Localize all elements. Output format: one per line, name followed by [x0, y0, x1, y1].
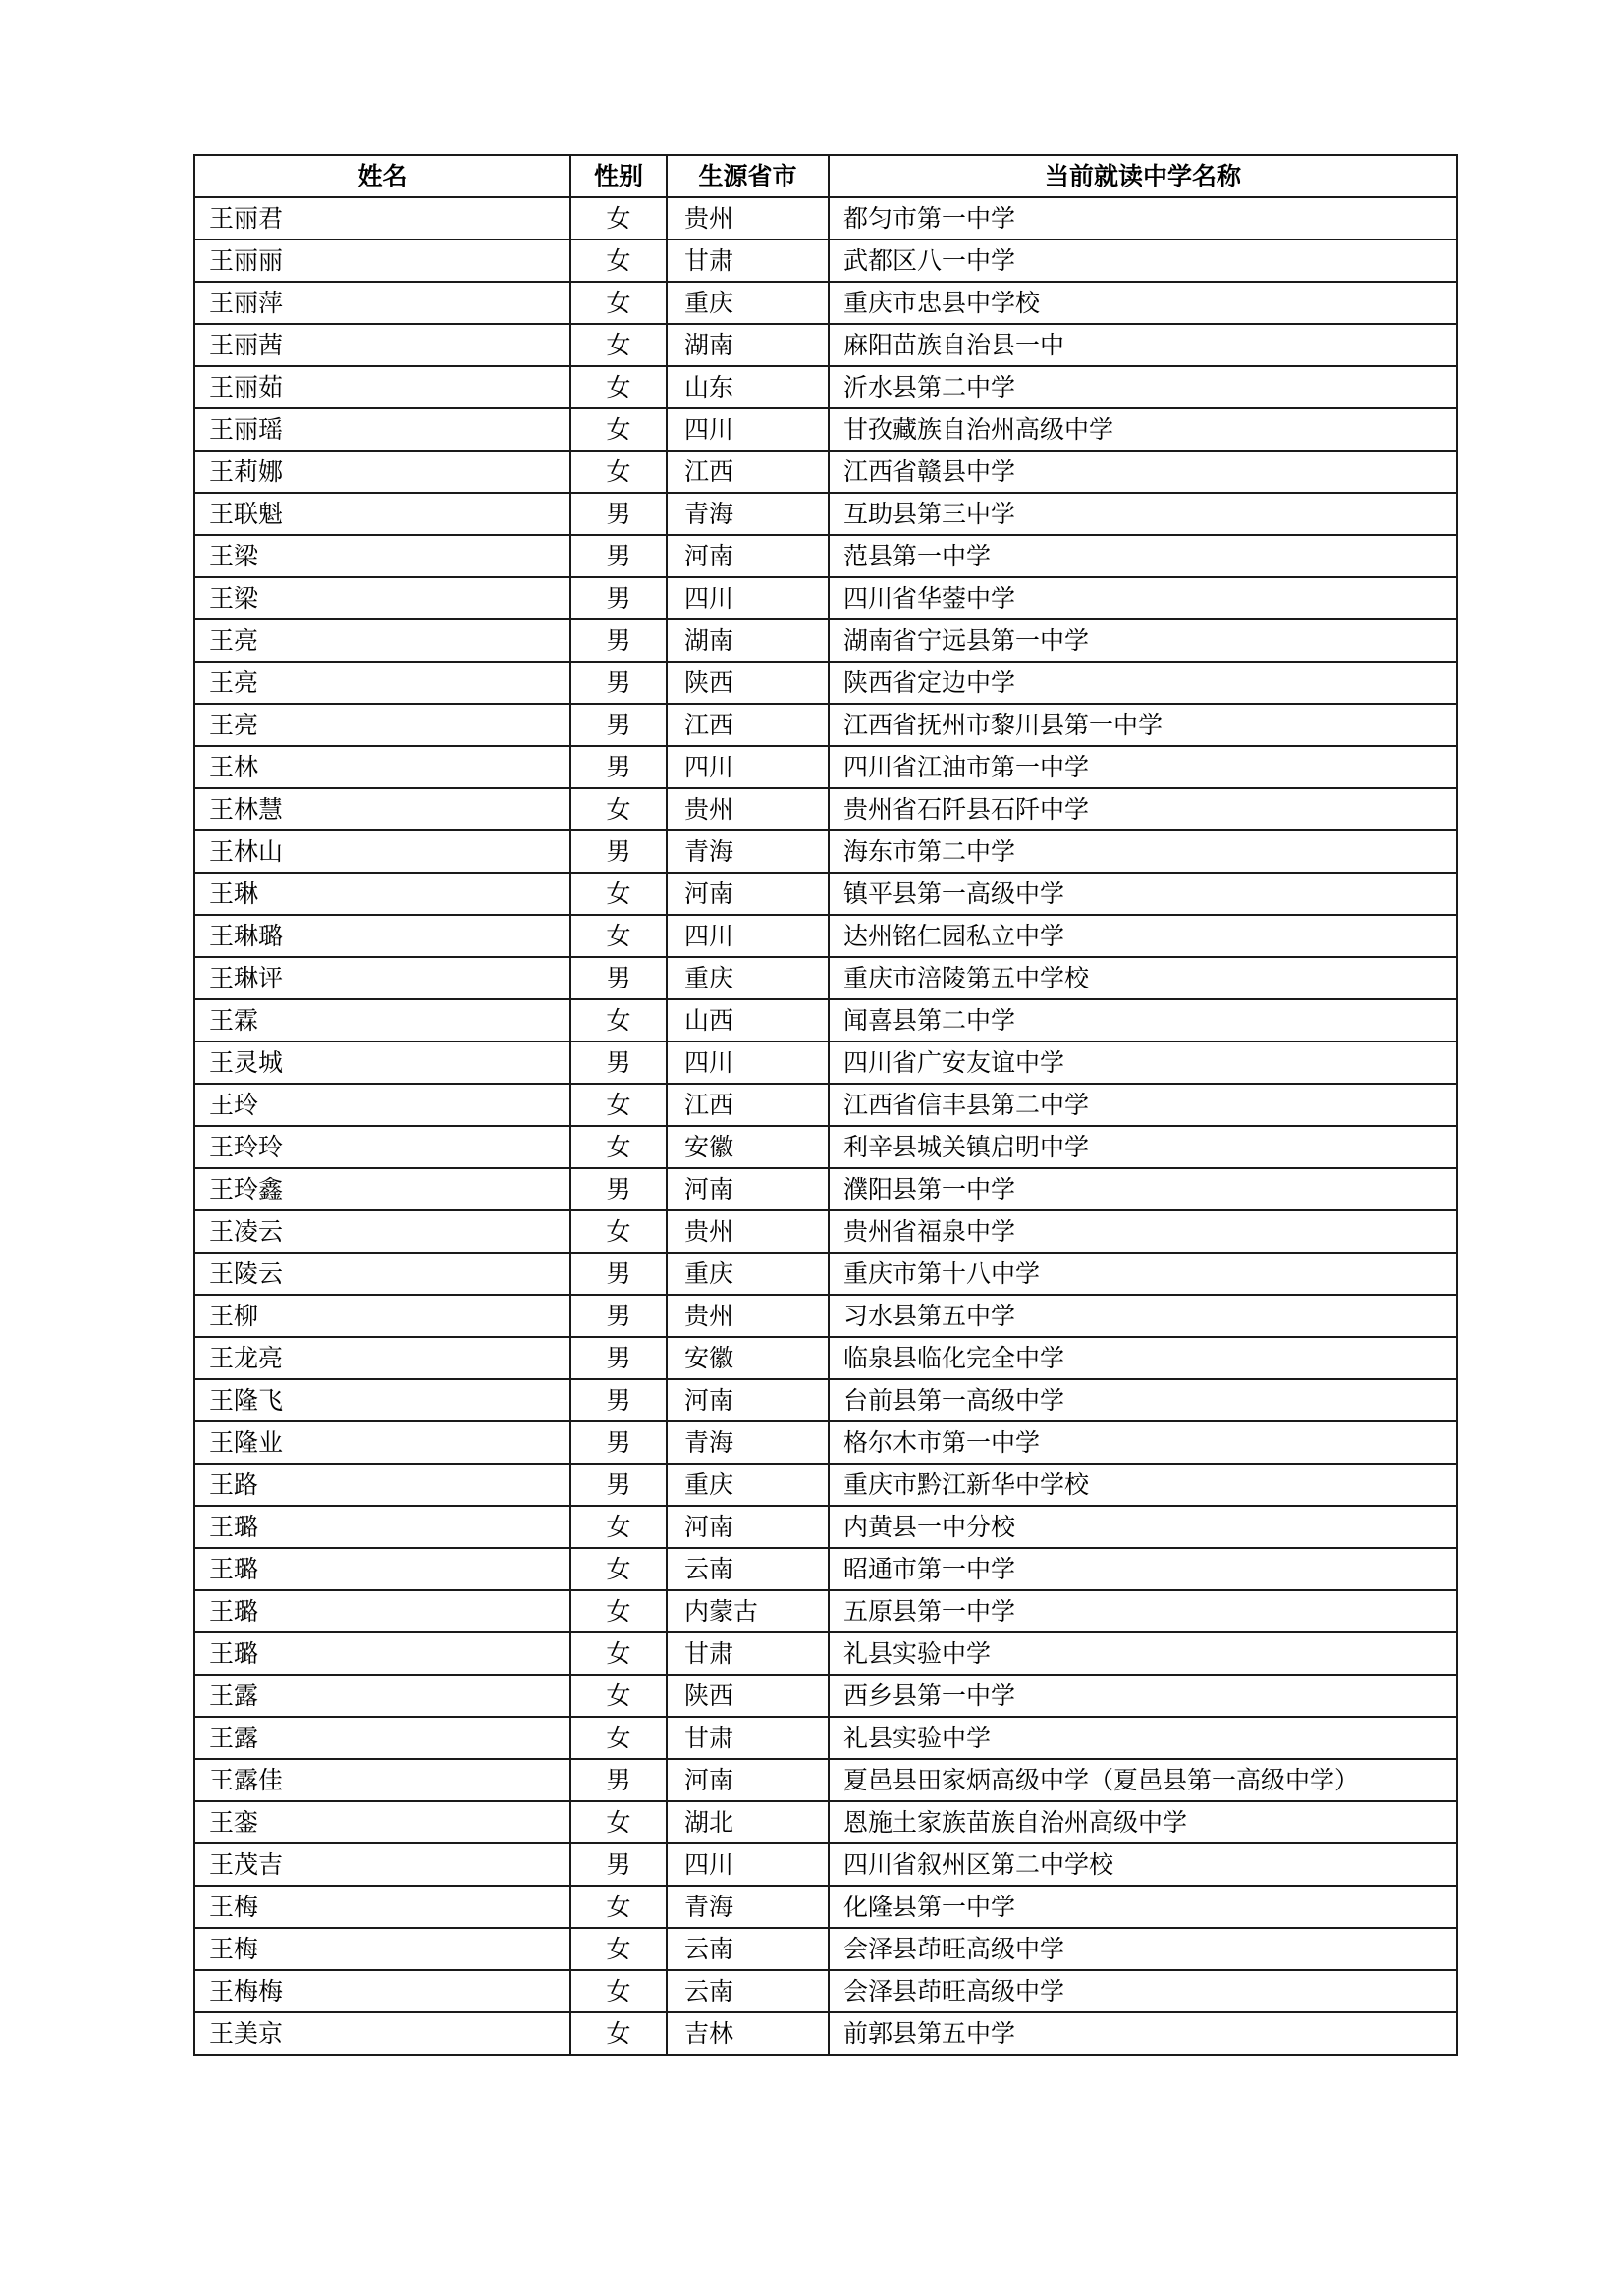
cell-province: 四川	[667, 1041, 829, 1084]
cell-gender: 男	[570, 830, 667, 873]
table-row	[194, 662, 1457, 704]
table-row	[194, 1210, 1457, 1253]
cell-school: 江西省赣县中学	[829, 451, 1457, 493]
cell-gender: 女	[570, 408, 667, 451]
table-body	[194, 197, 1457, 2055]
cell-province: 湖南	[667, 619, 829, 662]
cell-name: 王柳	[194, 1295, 570, 1337]
cell-name: 王丽茹	[194, 366, 570, 408]
cell-school: 利辛县城关镇启明中学	[829, 1126, 1457, 1168]
cell-name: 王霖	[194, 999, 570, 1041]
cell-school: 格尔木市第一中学	[829, 1421, 1457, 1464]
cell-gender: 男	[570, 1843, 667, 1886]
cell-name: 王路	[194, 1464, 570, 1506]
cell-gender: 男	[570, 493, 667, 535]
cell-name: 王灵城	[194, 1041, 570, 1084]
cell-province: 重庆	[667, 1253, 829, 1295]
cell-gender: 男	[570, 1337, 667, 1379]
cell-gender: 女	[570, 240, 667, 282]
table-row	[194, 1548, 1457, 1590]
cell-school: 化隆县第一中学	[829, 1886, 1457, 1928]
table-row	[194, 1928, 1457, 1970]
cell-school: 内黄县一中分校	[829, 1506, 1457, 1548]
table-row	[194, 830, 1457, 873]
cell-province: 吉林	[667, 2012, 829, 2055]
cell-name: 王琳评	[194, 957, 570, 999]
cell-gender: 男	[570, 662, 667, 704]
cell-province: 云南	[667, 1548, 829, 1590]
cell-name: 王联魁	[194, 493, 570, 535]
cell-province: 云南	[667, 1928, 829, 1970]
table-row	[194, 704, 1457, 746]
header-gender: 性别	[570, 155, 667, 197]
cell-province: 江西	[667, 451, 829, 493]
cell-school: 会泽县茚旺高级中学	[829, 1970, 1457, 2012]
cell-name: 王丽丽	[194, 240, 570, 282]
cell-name: 王丽君	[194, 197, 570, 240]
table-row	[194, 408, 1457, 451]
table-row	[194, 535, 1457, 577]
table-row	[194, 873, 1457, 915]
cell-province: 四川	[667, 408, 829, 451]
table-row	[194, 1253, 1457, 1295]
cell-gender: 男	[570, 1464, 667, 1506]
cell-province: 青海	[667, 1886, 829, 1928]
cell-school: 前郭县第五中学	[829, 2012, 1457, 2055]
cell-school: 达州铭仁园私立中学	[829, 915, 1457, 957]
cell-province: 陕西	[667, 662, 829, 704]
cell-province: 贵州	[667, 197, 829, 240]
cell-province: 湖北	[667, 1801, 829, 1843]
cell-gender: 女	[570, 1084, 667, 1126]
table-row	[194, 1886, 1457, 1928]
cell-school: 海东市第二中学	[829, 830, 1457, 873]
cell-name: 王露	[194, 1675, 570, 1717]
cell-school: 武都区八一中学	[829, 240, 1457, 282]
cell-gender: 女	[570, 2012, 667, 2055]
cell-province: 云南	[667, 1970, 829, 2012]
cell-gender: 女	[570, 1210, 667, 1253]
cell-school: 四川省叙州区第二中学校	[829, 1843, 1457, 1886]
cell-gender: 女	[570, 1928, 667, 1970]
cell-name: 王丽萍	[194, 282, 570, 324]
cell-province: 安徽	[667, 1337, 829, 1379]
cell-province: 贵州	[667, 1210, 829, 1253]
table-row	[194, 1421, 1457, 1464]
table-row	[194, 1801, 1457, 1843]
header-school: 当前就读中学名称	[829, 155, 1457, 197]
cell-gender: 女	[570, 915, 667, 957]
cell-province: 河南	[667, 535, 829, 577]
cell-province: 河南	[667, 1168, 829, 1210]
cell-name: 王隆业	[194, 1421, 570, 1464]
cell-province: 重庆	[667, 1464, 829, 1506]
cell-province: 重庆	[667, 957, 829, 999]
cell-school: 沂水县第二中学	[829, 366, 1457, 408]
cell-gender: 女	[570, 1506, 667, 1548]
cell-school: 台前县第一高级中学	[829, 1379, 1457, 1421]
header-name: 姓名	[194, 155, 570, 197]
cell-province: 重庆	[667, 282, 829, 324]
cell-school: 镇平县第一高级中学	[829, 873, 1457, 915]
cell-name: 王露	[194, 1717, 570, 1759]
cell-school: 陕西省定边中学	[829, 662, 1457, 704]
table-row	[194, 957, 1457, 999]
cell-name: 王璐	[194, 1506, 570, 1548]
cell-gender: 女	[570, 1675, 667, 1717]
cell-name: 王丽茜	[194, 324, 570, 366]
cell-gender: 女	[570, 451, 667, 493]
cell-province: 甘肃	[667, 1717, 829, 1759]
table-row	[194, 1041, 1457, 1084]
cell-school: 恩施土家族苗族自治州高级中学	[829, 1801, 1457, 1843]
table-row	[194, 1717, 1457, 1759]
cell-school: 贵州省石阡县石阡中学	[829, 788, 1457, 830]
cell-province: 山东	[667, 366, 829, 408]
cell-school: 昭通市第一中学	[829, 1548, 1457, 1590]
cell-school: 麻阳苗族自治县一中	[829, 324, 1457, 366]
cell-gender: 男	[570, 957, 667, 999]
table-row	[194, 282, 1457, 324]
cell-province: 青海	[667, 1421, 829, 1464]
cell-gender: 女	[570, 1632, 667, 1675]
cell-school: 重庆市第十八中学	[829, 1253, 1457, 1295]
table-row	[194, 915, 1457, 957]
cell-school: 会泽县茚旺高级中学	[829, 1928, 1457, 1970]
table-header-row	[194, 155, 1457, 197]
cell-gender: 女	[570, 1548, 667, 1590]
cell-name: 王梅	[194, 1928, 570, 1970]
table-row	[194, 1590, 1457, 1632]
cell-province: 河南	[667, 873, 829, 915]
cell-province: 河南	[667, 1379, 829, 1421]
cell-school: 四川省华蓥中学	[829, 577, 1457, 619]
cell-school: 互助县第三中学	[829, 493, 1457, 535]
cell-name: 王林慧	[194, 788, 570, 830]
cell-name: 王梅	[194, 1886, 570, 1928]
cell-name: 王梅梅	[194, 1970, 570, 2012]
cell-gender: 男	[570, 1041, 667, 1084]
table-row	[194, 577, 1457, 619]
cell-name: 王丽瑶	[194, 408, 570, 451]
table-row	[194, 1843, 1457, 1886]
cell-province: 安徽	[667, 1126, 829, 1168]
cell-gender: 男	[570, 535, 667, 577]
cell-gender: 女	[570, 1801, 667, 1843]
cell-gender: 女	[570, 282, 667, 324]
cell-school: 闻喜县第二中学	[829, 999, 1457, 1041]
cell-gender: 女	[570, 999, 667, 1041]
table-row	[194, 1970, 1457, 2012]
cell-school: 礼县实验中学	[829, 1632, 1457, 1675]
cell-gender: 女	[570, 1886, 667, 1928]
cell-name: 王亮	[194, 704, 570, 746]
table-row	[194, 788, 1457, 830]
cell-gender: 女	[570, 1126, 667, 1168]
cell-school: 四川省广安友谊中学	[829, 1041, 1457, 1084]
table-row	[194, 1759, 1457, 1801]
cell-name: 王亮	[194, 662, 570, 704]
cell-school: 习水县第五中学	[829, 1295, 1457, 1337]
cell-school: 西乡县第一中学	[829, 1675, 1457, 1717]
cell-gender: 男	[570, 1421, 667, 1464]
cell-province: 内蒙古	[667, 1590, 829, 1632]
cell-school: 濮阳县第一中学	[829, 1168, 1457, 1210]
cell-gender: 女	[570, 1590, 667, 1632]
table-row	[194, 1675, 1457, 1717]
cell-school: 重庆市忠县中学校	[829, 282, 1457, 324]
cell-school: 临泉县临化完全中学	[829, 1337, 1457, 1379]
cell-province: 江西	[667, 1084, 829, 1126]
cell-gender: 女	[570, 366, 667, 408]
cell-gender: 女	[570, 197, 667, 240]
table-row	[194, 324, 1457, 366]
cell-province: 四川	[667, 577, 829, 619]
table-row	[194, 1295, 1457, 1337]
cell-name: 王梁	[194, 577, 570, 619]
cell-name: 王玲玲	[194, 1126, 570, 1168]
cell-province: 甘肃	[667, 240, 829, 282]
student-roster-table	[193, 154, 1458, 2056]
table-row	[194, 1126, 1457, 1168]
cell-name: 王玲	[194, 1084, 570, 1126]
cell-school: 礼县实验中学	[829, 1717, 1457, 1759]
cell-gender: 女	[570, 1717, 667, 1759]
cell-name: 王林	[194, 746, 570, 788]
cell-school: 范县第一中学	[829, 535, 1457, 577]
cell-gender: 女	[570, 324, 667, 366]
cell-name: 王美京	[194, 2012, 570, 2055]
cell-gender: 男	[570, 1379, 667, 1421]
table-row	[194, 366, 1457, 408]
cell-province: 甘肃	[667, 1632, 829, 1675]
cell-province: 青海	[667, 830, 829, 873]
cell-name: 王林山	[194, 830, 570, 873]
cell-name: 王隆飞	[194, 1379, 570, 1421]
table-row	[194, 451, 1457, 493]
table-row	[194, 2012, 1457, 2055]
cell-name: 王玲鑫	[194, 1168, 570, 1210]
cell-gender: 男	[570, 1168, 667, 1210]
cell-province: 贵州	[667, 1295, 829, 1337]
table-row	[194, 1337, 1457, 1379]
cell-name: 王璐	[194, 1590, 570, 1632]
table-row	[194, 746, 1457, 788]
cell-name: 王銮	[194, 1801, 570, 1843]
cell-gender: 女	[570, 1970, 667, 2012]
cell-name: 王凌云	[194, 1210, 570, 1253]
cell-province: 江西	[667, 704, 829, 746]
cell-province: 贵州	[667, 788, 829, 830]
cell-name: 王梁	[194, 535, 570, 577]
cell-school: 江西省信丰县第二中学	[829, 1084, 1457, 1126]
cell-school: 四川省江油市第一中学	[829, 746, 1457, 788]
table-row	[194, 619, 1457, 662]
cell-school: 夏邑县田家炳高级中学（夏邑县第一高级中学）	[829, 1759, 1457, 1801]
cell-gender: 男	[570, 1759, 667, 1801]
cell-province: 四川	[667, 746, 829, 788]
cell-school: 江西省抚州市黎川县第一中学	[829, 704, 1457, 746]
cell-province: 四川	[667, 1843, 829, 1886]
cell-province: 青海	[667, 493, 829, 535]
cell-gender: 女	[570, 873, 667, 915]
cell-name: 王露佳	[194, 1759, 570, 1801]
cell-name: 王莉娜	[194, 451, 570, 493]
table-row	[194, 1084, 1457, 1126]
table-row	[194, 240, 1457, 282]
cell-gender: 男	[570, 619, 667, 662]
cell-province: 河南	[667, 1759, 829, 1801]
cell-name: 王琳	[194, 873, 570, 915]
cell-school: 重庆市黔江新华中学校	[829, 1464, 1457, 1506]
cell-province: 陕西	[667, 1675, 829, 1717]
table-row	[194, 493, 1457, 535]
cell-name: 王亮	[194, 619, 570, 662]
cell-school: 甘孜藏族自治州高级中学	[829, 408, 1457, 451]
table-row	[194, 1506, 1457, 1548]
cell-name: 王龙亮	[194, 1337, 570, 1379]
cell-province: 河南	[667, 1506, 829, 1548]
table-row	[194, 999, 1457, 1041]
table-row	[194, 197, 1457, 240]
table-row	[194, 1168, 1457, 1210]
cell-gender: 男	[570, 704, 667, 746]
cell-school: 贵州省福泉中学	[829, 1210, 1457, 1253]
cell-gender: 男	[570, 1295, 667, 1337]
cell-gender: 男	[570, 746, 667, 788]
table-row	[194, 1464, 1457, 1506]
cell-school: 重庆市涪陵第五中学校	[829, 957, 1457, 999]
cell-name: 王璐	[194, 1632, 570, 1675]
cell-province: 湖南	[667, 324, 829, 366]
cell-gender: 男	[570, 1253, 667, 1295]
cell-gender: 男	[570, 577, 667, 619]
cell-province: 四川	[667, 915, 829, 957]
cell-name: 王茂吉	[194, 1843, 570, 1886]
cell-gender: 女	[570, 788, 667, 830]
cell-province: 山西	[667, 999, 829, 1041]
cell-name: 王琳璐	[194, 915, 570, 957]
header-province: 生源省市	[667, 155, 829, 197]
cell-school: 五原县第一中学	[829, 1590, 1457, 1632]
cell-name: 王陵云	[194, 1253, 570, 1295]
cell-school: 都匀市第一中学	[829, 197, 1457, 240]
table-row	[194, 1632, 1457, 1675]
cell-name: 王璐	[194, 1548, 570, 1590]
cell-school: 湖南省宁远县第一中学	[829, 619, 1457, 662]
table-row	[194, 1379, 1457, 1421]
